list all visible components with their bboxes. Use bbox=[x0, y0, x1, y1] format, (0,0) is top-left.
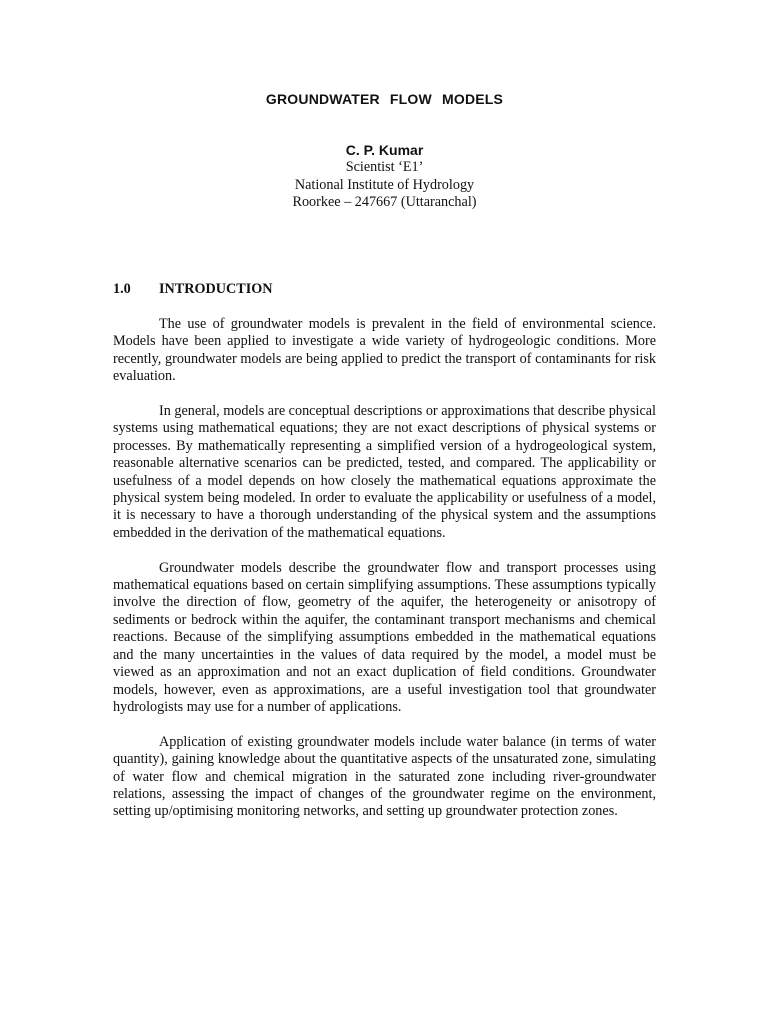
author-name: C. P. Kumar bbox=[345, 142, 424, 158]
author-address: Roorkee – 247667 (Uttaranchal) bbox=[292, 194, 477, 211]
paragraph: In general, models are conceptual descriptions or approximations that describe physical systems using mathematical equations; they are not exact descriptions of physical systems or processes. By mathematically representing a simplified version of a hydrogeological system, reasonable alternative scenarios can be predicted, tested, and compared. The applicability or usefulness of a model depends on how closely the mathematical equations approximate the physical system being modeled. In order to evaluate the applicability or usefulness of a model, it is necessary to have a thorough understanding of the physical system and the assumptions embedded in the derivation of the mathematical equations. bbox=[113, 403, 656, 541]
document-title: GROUNDWATER FLOW MODELS bbox=[265, 91, 504, 107]
paragraph: Groundwater models describe the groundwater flow and transport processes using mathematical equations based on certain simplifying assumptions. These assumptions typically involve the direction of flow, geometry of the aquifer, the heterogeneity or anisotropy of sediments or bedrock within the aquifer, the contaminant transport mechanisms and chemical reactions. Because of the simplifying assumptions embedded in the mathematical equations and the many uncertainties in the values of data required by the model, a model must be viewed as an approximation and not an exact duplication of field conditions. Groundwater models, however, even as approximations, are a useful investigation tool that groundwater hydrologists may use for a number of applications. bbox=[113, 559, 656, 715]
section-heading bbox=[113, 281, 273, 298]
section-title: INTRODUCTION bbox=[159, 281, 273, 297]
section-number: 1.0 bbox=[113, 281, 131, 297]
author-institution: National Institute of Hydrology bbox=[294, 176, 475, 193]
author-position: Scientist ‘E1’ bbox=[345, 159, 424, 176]
section-body bbox=[113, 316, 656, 838]
author-block bbox=[113, 142, 656, 212]
paragraph: Application of existing groundwater models include water balance (in terms of water quantity), gaining knowledge about the quantitative aspects of the unsaturated zone, simulating of water flow and chemical migration in the saturated zone including river-groundwater relations, assessing the impact of changes of the groundwater regime on the environment, setting up/optimising monitoring networks, and setting up groundwater protection zones. bbox=[113, 733, 656, 820]
paragraph: The use of groundwater models is prevalent in the field of environmental science. Models have been applied to investigate a wide variety of hydrogeologic conditions. More recently, groundwater models are being applied to predict the transport of contaminants for risk evaluation. bbox=[113, 316, 656, 385]
document-page bbox=[113, 0, 656, 1024]
